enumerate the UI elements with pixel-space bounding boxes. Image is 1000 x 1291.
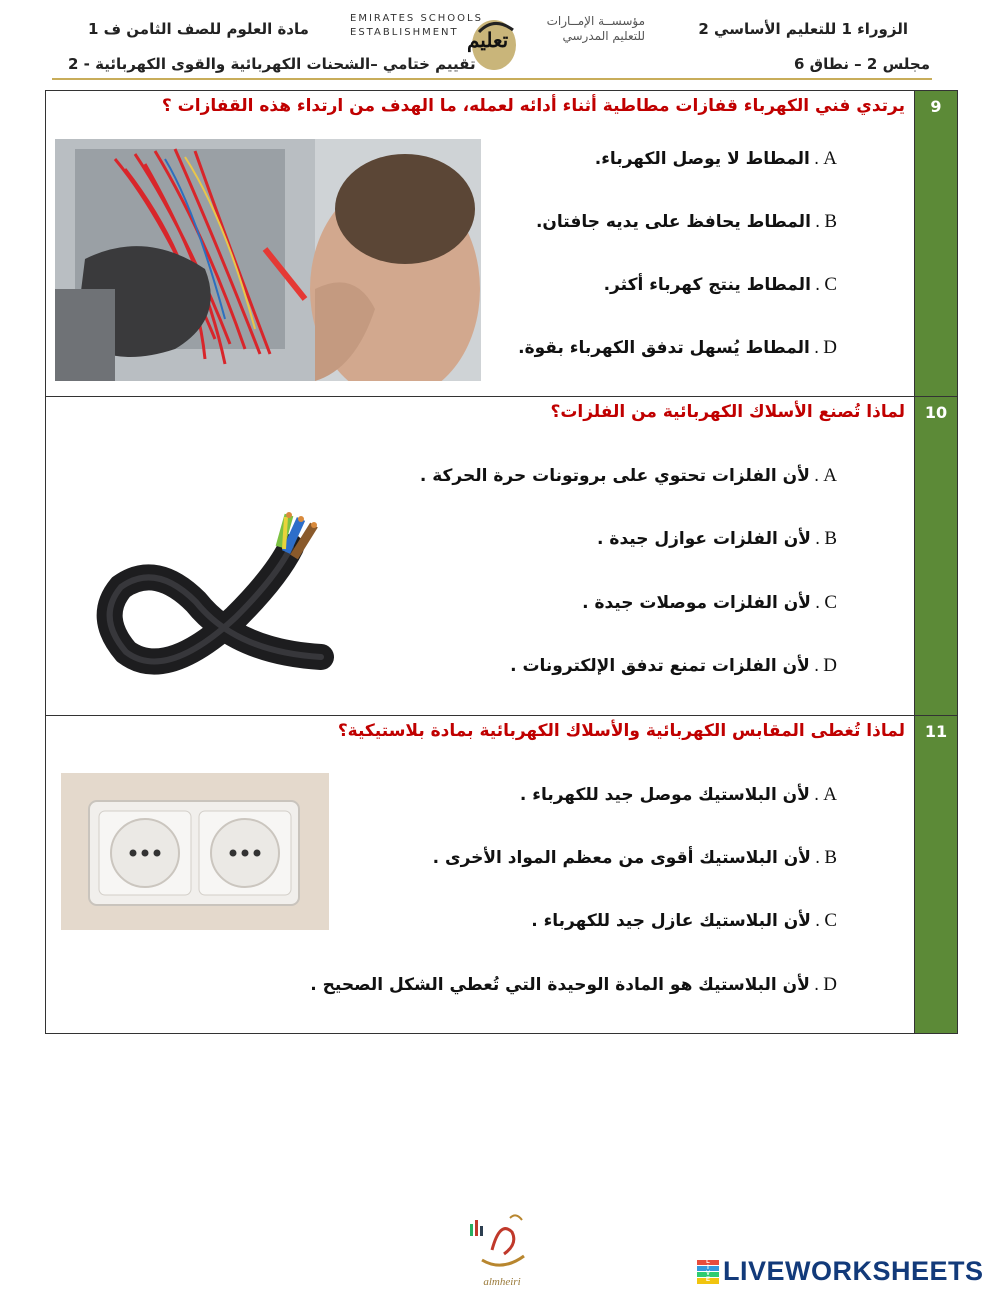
option-text: المطاط يحافظ على يديه جافتان. xyxy=(535,212,811,232)
brand-wordmark: LIVEWORKSHEETS xyxy=(723,1256,984,1286)
question-text: يرتدي فني الكهرباء قفازات مطاطية أثناء أدائه لعمله، ما الهدف من ارتداء هذه القفازات ؟ xyxy=(161,96,905,116)
brand-badge-icon xyxy=(697,1260,719,1284)
option-a[interactable] xyxy=(420,465,837,487)
option-text: لأن البلاستيك موصل جيد للكهرباء . xyxy=(519,785,810,805)
brand-badge-e: E xyxy=(697,1278,719,1283)
socket-photo-icon xyxy=(61,773,329,930)
author-logo xyxy=(452,1210,552,1288)
question-number: 10 xyxy=(914,397,957,715)
establishment-name-ar xyxy=(545,14,645,44)
option-text: لأن البلاستيك عازل جيد للكهرباء . xyxy=(531,911,811,931)
establishment-ar-line2: للتعليم المدرسي xyxy=(562,29,645,43)
option-letter: B xyxy=(824,528,837,549)
header-rule xyxy=(52,78,932,80)
option-text: لأن البلاستيك هو المادة الوحيدة التي تُعطي الشكل الصحيح . xyxy=(310,975,810,995)
question-text: لماذا تُغطى المقابس الكهربائية والأسلاك الكهربائية بمادة بلاستيكية؟ xyxy=(337,721,905,741)
question-11 xyxy=(45,715,958,1034)
option-dot: . xyxy=(813,466,820,486)
brand-badge-v: V xyxy=(697,1272,719,1277)
option-dot: . xyxy=(814,848,821,868)
option-dot: . xyxy=(814,212,821,232)
cable-photo xyxy=(86,507,336,687)
option-dot: . xyxy=(814,529,821,549)
school-name: الزوراء 1 للتعليم الأساسي 2 xyxy=(698,20,908,38)
taleem-logo-word: تعليم xyxy=(467,28,509,52)
option-text: المطاط يُسهل تدفق الكهرباء بقوة. xyxy=(518,338,810,358)
electrician-photo-icon xyxy=(55,139,481,381)
option-b[interactable] xyxy=(597,528,837,550)
establishment-ar-line1: مؤسســة الإمــارات xyxy=(546,14,645,28)
option-dot: . xyxy=(813,149,820,169)
option-d[interactable] xyxy=(518,337,837,359)
question-number: 9 xyxy=(914,91,957,396)
option-letter: B xyxy=(824,847,837,868)
option-text: لأن الفلزات تمنع تدفق الإلكترونات . xyxy=(510,656,810,676)
option-text: لأن الفلزات عوازل جيدة . xyxy=(597,529,811,549)
option-letter: A xyxy=(823,148,837,169)
option-letter: D xyxy=(823,974,837,995)
question-number: 11 xyxy=(914,716,957,1033)
author-logo-text: almheiri xyxy=(483,1276,521,1288)
option-b[interactable] xyxy=(433,847,837,869)
author-logo-icon xyxy=(452,1210,552,1272)
option-letter: B xyxy=(824,211,837,232)
option-text: لأن الفلزات موصلات جيدة . xyxy=(582,593,811,613)
brand-badge-i: I xyxy=(697,1266,719,1271)
option-c[interactable] xyxy=(531,910,837,932)
option-a[interactable] xyxy=(595,148,837,170)
brand-badge-l: L xyxy=(697,1260,719,1265)
cable-photo-icon xyxy=(86,507,336,687)
liveworksheets-brand[interactable] xyxy=(697,1256,984,1287)
option-dot: . xyxy=(813,656,820,676)
option-letter: D xyxy=(823,337,837,358)
electrician-photo xyxy=(55,139,481,381)
assessment-title: تقييم ختامي –الشحنات الكهربائية والقوى الكهربائية - 2 xyxy=(68,55,476,73)
option-letter: C xyxy=(824,910,837,931)
council-name: مجلس 2 – نطاق 6 xyxy=(794,55,930,73)
subject-title: مادة العلوم للصف الثامن ف 1 xyxy=(88,20,309,38)
option-letter: C xyxy=(824,592,837,613)
option-dot: . xyxy=(814,593,821,613)
option-b[interactable] xyxy=(536,211,837,233)
option-dot: . xyxy=(814,911,821,931)
taleem-logo xyxy=(463,12,525,74)
option-dot: . xyxy=(813,338,820,358)
option-text: المطاط لا يوصل الكهرباء. xyxy=(594,149,810,169)
option-text: المطاط ينتج كهرباء أكثر. xyxy=(603,275,811,295)
socket-photo xyxy=(61,773,329,930)
option-letter: A xyxy=(823,465,837,486)
option-letter: D xyxy=(823,655,837,676)
option-dot: . xyxy=(813,785,820,805)
option-letter: C xyxy=(824,274,837,295)
option-d[interactable] xyxy=(310,974,837,996)
option-c[interactable] xyxy=(604,274,837,296)
option-letter: A xyxy=(823,784,837,805)
question-10 xyxy=(45,396,958,716)
option-text: لأن البلاستيك أقوى من معظم المواد الأخرى . xyxy=(432,848,811,868)
option-c[interactable] xyxy=(582,592,837,614)
establishment-en-line1: EMIRATES SCHOOLS xyxy=(350,13,483,24)
option-text: لأن الفلزات تحتوي على بروتونات حرة الحركة . xyxy=(419,466,810,486)
option-a[interactable] xyxy=(520,784,837,806)
question-text: لماذا تُصنع الأسلاك الكهربائية من الفلزات؟ xyxy=(550,402,905,422)
option-dot: . xyxy=(813,975,820,995)
option-dot: . xyxy=(814,275,821,295)
establishment-en-line2: ESTABLISHMENT xyxy=(350,27,459,38)
option-d[interactable] xyxy=(510,655,837,677)
question-9 xyxy=(45,90,958,397)
